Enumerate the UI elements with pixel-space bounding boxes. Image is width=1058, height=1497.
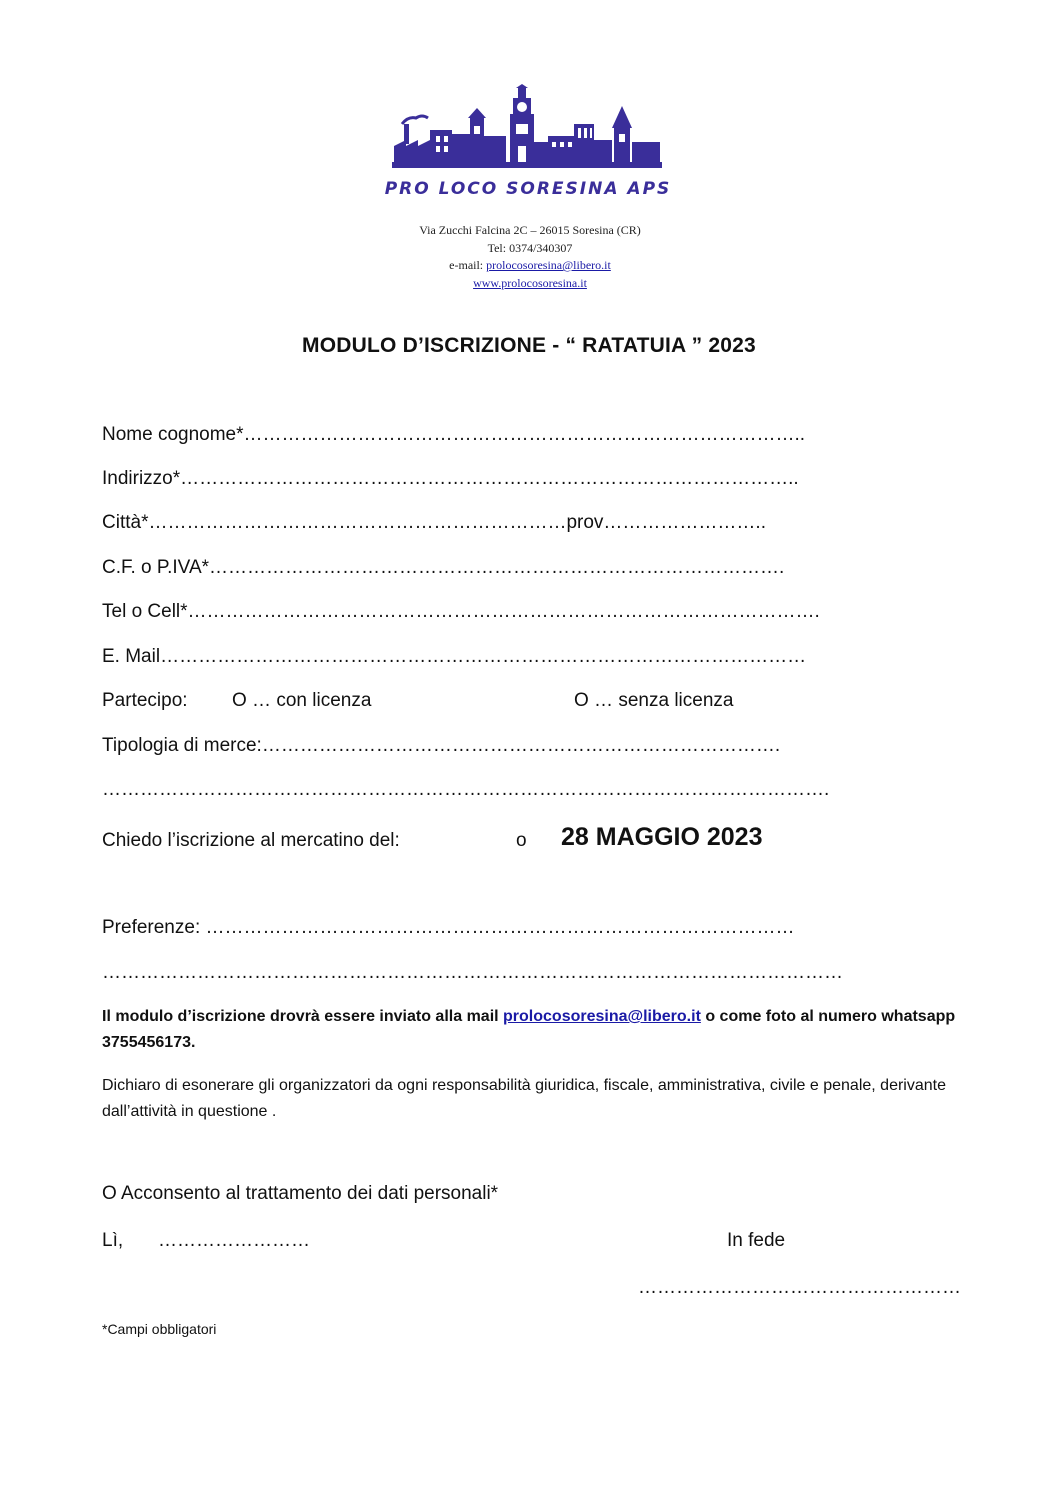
address-field[interactable] (102, 467, 799, 491)
email-field[interactable] (102, 645, 806, 669)
option-with-license[interactable]: O … con licenza (232, 690, 372, 711)
disclaimer-text: Dichiaro di esonerare gli organizzatori da ogni responsabilità giuridica, fiscale, amministrativa, civile e penale, derivante dall’attività in questione . (102, 1077, 946, 1120)
cf-dots: ………………………………………………………………………………. (209, 557, 785, 578)
market-date: 28 MAGGIO 2023 (561, 823, 763, 851)
pro-loco-logo (392, 84, 662, 176)
participate-label: Partecipo: (102, 690, 188, 711)
option-without-license[interactable]: O … senza licenza (574, 690, 734, 711)
website-link[interactable]: www.prolocosoresina.it (473, 276, 587, 290)
cf-label: C.F. o P.IVA* (102, 557, 210, 578)
name-dots: …………………………………………………………………………….. (243, 424, 806, 445)
name-label: Nome cognome* (102, 424, 244, 445)
address-dots: …………………………………………………………………………………….. (180, 468, 799, 489)
tel-dots: ………………………………………………………………………………………. (187, 601, 820, 622)
email-field-label: E. Mail (102, 646, 161, 667)
goods-label: Tipologia di merce: (102, 735, 262, 756)
city-dots: …………………………………………………………prov…………………….. (148, 512, 766, 533)
tel-label: Tel o Cell* (102, 601, 188, 622)
city-label: Città* (102, 512, 149, 533)
address-label: Indirizzo* (102, 468, 181, 489)
goods-dots: ………………………………………………………………………. (261, 735, 781, 756)
phone-line: Tel: 0374/340307 (487, 241, 573, 255)
email-dots: ………………………………………………………………………………………… (160, 646, 807, 667)
header-email-link[interactable]: prolocosoresina@libero.it (486, 258, 611, 272)
goods-field-line2[interactable] (102, 778, 829, 802)
preferences-field-line2[interactable] (102, 961, 843, 985)
preferences-dots-2: ……………………………………………………………………………………………………… (102, 962, 843, 983)
signature-label: In fede (727, 1230, 786, 1251)
notice-text-2: o come foto al numero whatsapp 3755456173. (102, 1008, 956, 1051)
place-input[interactable]: …………………… (158, 1230, 310, 1251)
notice-email-link[interactable]: prolocosoresina@libero.it (503, 1008, 701, 1025)
consent-checkbox[interactable]: O Acconsento al trattamento dei dati personali* (102, 1183, 499, 1204)
email-line (330, 256, 730, 274)
signature-line[interactable]: …………………………………………… (638, 1277, 961, 1298)
required-footnote: *Campi obbligatori (102, 1321, 217, 1337)
notice-text-1: Il modulo d’iscrizione drovrà essere inviato alla mail (102, 1008, 504, 1025)
market-checkbox[interactable]: o (516, 830, 527, 851)
preferences-label: Preferenze: (102, 917, 206, 938)
preferences-dots: ………………………………………………………………………………… (205, 917, 795, 938)
tel-field[interactable] (102, 600, 820, 624)
website-line (330, 274, 730, 292)
goods-dots-2: ……………………………………………………………………………………………………. (102, 779, 830, 800)
goods-field[interactable] (102, 734, 780, 758)
address-line: Via Zucchi Falcina 2C – 26015 Soresina (CR) (419, 223, 641, 237)
preferences-field[interactable] (102, 916, 795, 940)
name-field[interactable] (102, 423, 805, 447)
place-label: Lì, (102, 1230, 124, 1251)
brand-name: PRO LOCO SORESINA APS (384, 179, 672, 199)
city-field[interactable] (102, 511, 766, 535)
submission-notice (102, 1004, 962, 1056)
email-label: e-mail: (449, 258, 487, 272)
market-label: Chiedo l’iscrizione al mercatino del: (102, 830, 400, 851)
form-title: MODULO D’ISCRIZIONE - “ RATATUIA ” 2023 (302, 334, 756, 357)
cf-field[interactable] (102, 556, 784, 580)
